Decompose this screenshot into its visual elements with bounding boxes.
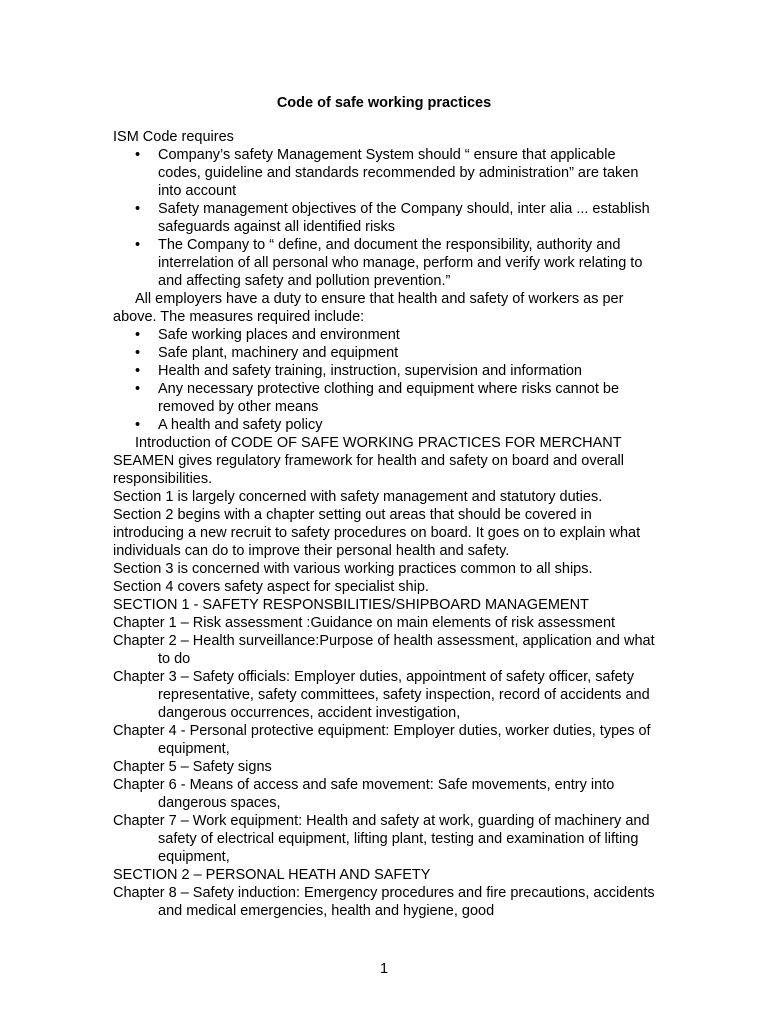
section-line: Section 4 covers safety aspect for specialist ship. (113, 579, 429, 595)
chapter-line: Chapter 3 – Safety officials: Employer duties, appointment of safety officer, safety representative, safety committees, safety inspection, record of accidents and dangerous occurrences, accident investigation, (113, 669, 650, 721)
chapter-line: Chapter 7 – Work equipment: Health and safety at work, guarding of machinery and safety of electrical equipment, lifting plant, testing and examination of lifting equipment, (113, 813, 650, 865)
chapter-line: Chapter 4 - Personal protective equipment: Employer duties, worker duties, types of equipment, (113, 723, 651, 757)
list-item: • Safe plant, machinery and equipment (113, 344, 658, 362)
section2-heading: SECTION 2 – PERSONAL HEATH AND SAFETY (113, 867, 431, 883)
chapter-line: Chapter 1 – Risk assessment :Guidance on main elements of risk assessment (113, 615, 616, 631)
page-number: 1 (379, 961, 389, 977)
section1-heading: SECTION 1 - SAFETY RESPONSBILITIES/SHIPBOARD MANAGEMENT (113, 597, 589, 613)
list-item: • Health and safety training, instruction, supervision and information (113, 362, 658, 380)
chapter-line: Chapter 2 – Health surveillance:Purpose of health assessment, application and what to do (113, 633, 655, 667)
ism-heading: ISM Code requires (113, 129, 234, 145)
list-item: • Company’s safety Management System should “ ensure that applicable codes, guideline and standards recommended by administration” are taken into account (113, 146, 658, 200)
section-line: Section 3 is concerned with various working practices common to all ships. (113, 561, 593, 577)
list-item: • Any necessary protective clothing and equipment where risks cannot be removed by other means (113, 380, 658, 416)
ism-bullet-list (113, 146, 658, 290)
list-item: • A health and safety policy (113, 416, 658, 434)
page-title: Code of safe working practices (276, 95, 492, 111)
intro-paragraph: Introduction of CODE OF SAFE WORKING PRACTICES FOR MERCHANT SEAMEN gives regulatory framework for health and safety on board and overall responsibilities. (113, 435, 624, 487)
chapter-line: Chapter 5 – Safety signs (113, 759, 272, 775)
measures-list (113, 326, 658, 434)
section-line: Section 2 begins with a chapter setting out areas that should be covered in introducing a new recruit to safety procedures on board. It goes on to explain what individuals can do to improve their personal health and safety. (113, 507, 641, 559)
section-line: Section 1 is largely concerned with safety management and statutory duties. (113, 489, 603, 505)
list-item: • The Company to “ define, and document the responsibility, authority and interrelation of all personal who manage, perform and verify work relating to and affecting safety and pollution prevention.” (113, 236, 658, 290)
list-item: • Safety management objectives of the Company should, inter alia ... establish safeguards against all identified risks (113, 200, 658, 236)
employers-paragraph: All employers have a duty to ensure that health and safety of workers as per above. The measures required include: (113, 291, 624, 325)
list-item: • Safe working places and environment (113, 326, 658, 344)
chapter-line: Chapter 6 - Means of access and safe movement: Safe movements, entry into dangerous spaces, (113, 777, 615, 811)
chapter-line: Chapter 8 – Safety induction: Emergency procedures and fire precautions, accidents and medical emergencies, health and hygiene, good (113, 885, 655, 919)
document-body (113, 128, 658, 920)
